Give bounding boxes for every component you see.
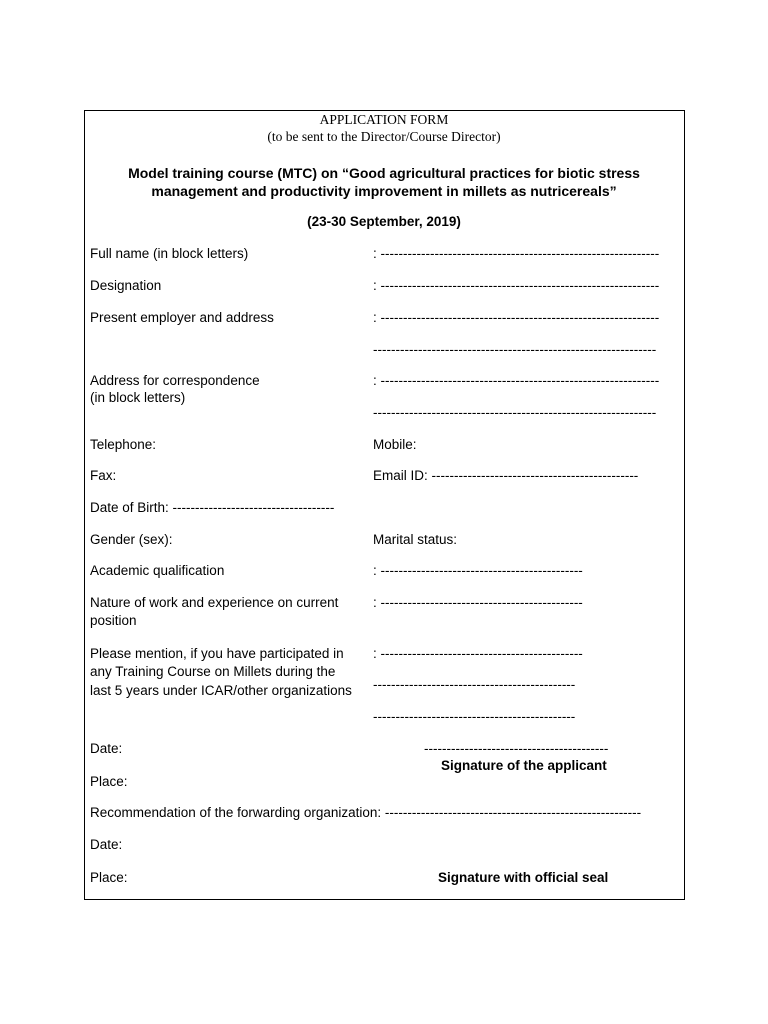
recommendation-place-label: Place: — [90, 870, 128, 885]
address-line-2: --------------------------------------------------------------- — [373, 405, 657, 420]
address-label-2: (in block letters) — [90, 390, 186, 405]
recommendation-date-label: Date: — [90, 837, 123, 852]
employer-line: : -------------------------------------------------------------- — [373, 310, 660, 325]
academic-label: Academic qualification — [90, 563, 225, 578]
full-name-line: : -------------------------------------------------------------- — [373, 246, 660, 261]
designation-label: Designation — [90, 278, 162, 293]
recommendation-label: Recommendation of the forwarding organization: --------------------------------------------------------- — [90, 805, 642, 820]
form-subtitle: (to be sent to the Director/Course Director) — [267, 129, 501, 144]
dob-label: Date of Birth: ------------------------------------ — [90, 500, 335, 515]
training-label-3: last 5 years under ICAR/other organizations — [90, 683, 352, 698]
address-line: : -------------------------------------------------------------- — [373, 373, 660, 388]
academic-line: : --------------------------------------------- — [373, 563, 583, 578]
applicant-date-label: Date: — [90, 741, 123, 756]
official-seal-label: Signature with official seal — [438, 870, 609, 885]
training-line: : --------------------------------------------- — [373, 646, 583, 661]
work-label-2: position — [90, 613, 137, 628]
work-label: Nature of work and experience on current — [90, 595, 339, 610]
gender-label: Gender (sex): — [90, 532, 173, 547]
training-label-2: any Training Course on Millets during the — [90, 664, 336, 679]
employer-line-2: --------------------------------------------------------------- — [373, 342, 657, 357]
designation-line: : -------------------------------------------------------------- — [373, 278, 660, 293]
form-title: APPLICATION FORM — [319, 112, 449, 127]
mobile-label: Mobile: — [373, 437, 417, 452]
training-line-3: --------------------------------------------- — [373, 709, 576, 724]
applicant-place-label: Place: — [90, 774, 128, 789]
training-label: Please mention, if you have participated in — [90, 646, 344, 661]
full-name-label: Full name (in block letters) — [90, 246, 249, 261]
email-label: Email ID: ---------------------------------------------- — [373, 468, 639, 483]
fax-label: Fax: — [90, 468, 117, 483]
applicant-signature-line: ----------------------------------------- — [424, 741, 609, 756]
marital-label: Marital status: — [373, 532, 458, 547]
employer-label: Present employer and address — [90, 310, 274, 325]
course-title-line-1: Model training course (MTC) on “Good agricultural practices for biotic stress — [128, 165, 640, 181]
course-title-line-2: management and productivity improvement in millets as nutricereals” — [151, 183, 617, 199]
course-dates: (23-30 September, 2019) — [307, 214, 461, 229]
training-line-2: --------------------------------------------- — [373, 677, 576, 692]
applicant-signature-label: Signature of the applicant — [441, 758, 607, 773]
work-line: : --------------------------------------------- — [373, 595, 583, 610]
telephone-label: Telephone: — [90, 437, 157, 452]
address-label: Address for correspondence — [90, 373, 260, 388]
